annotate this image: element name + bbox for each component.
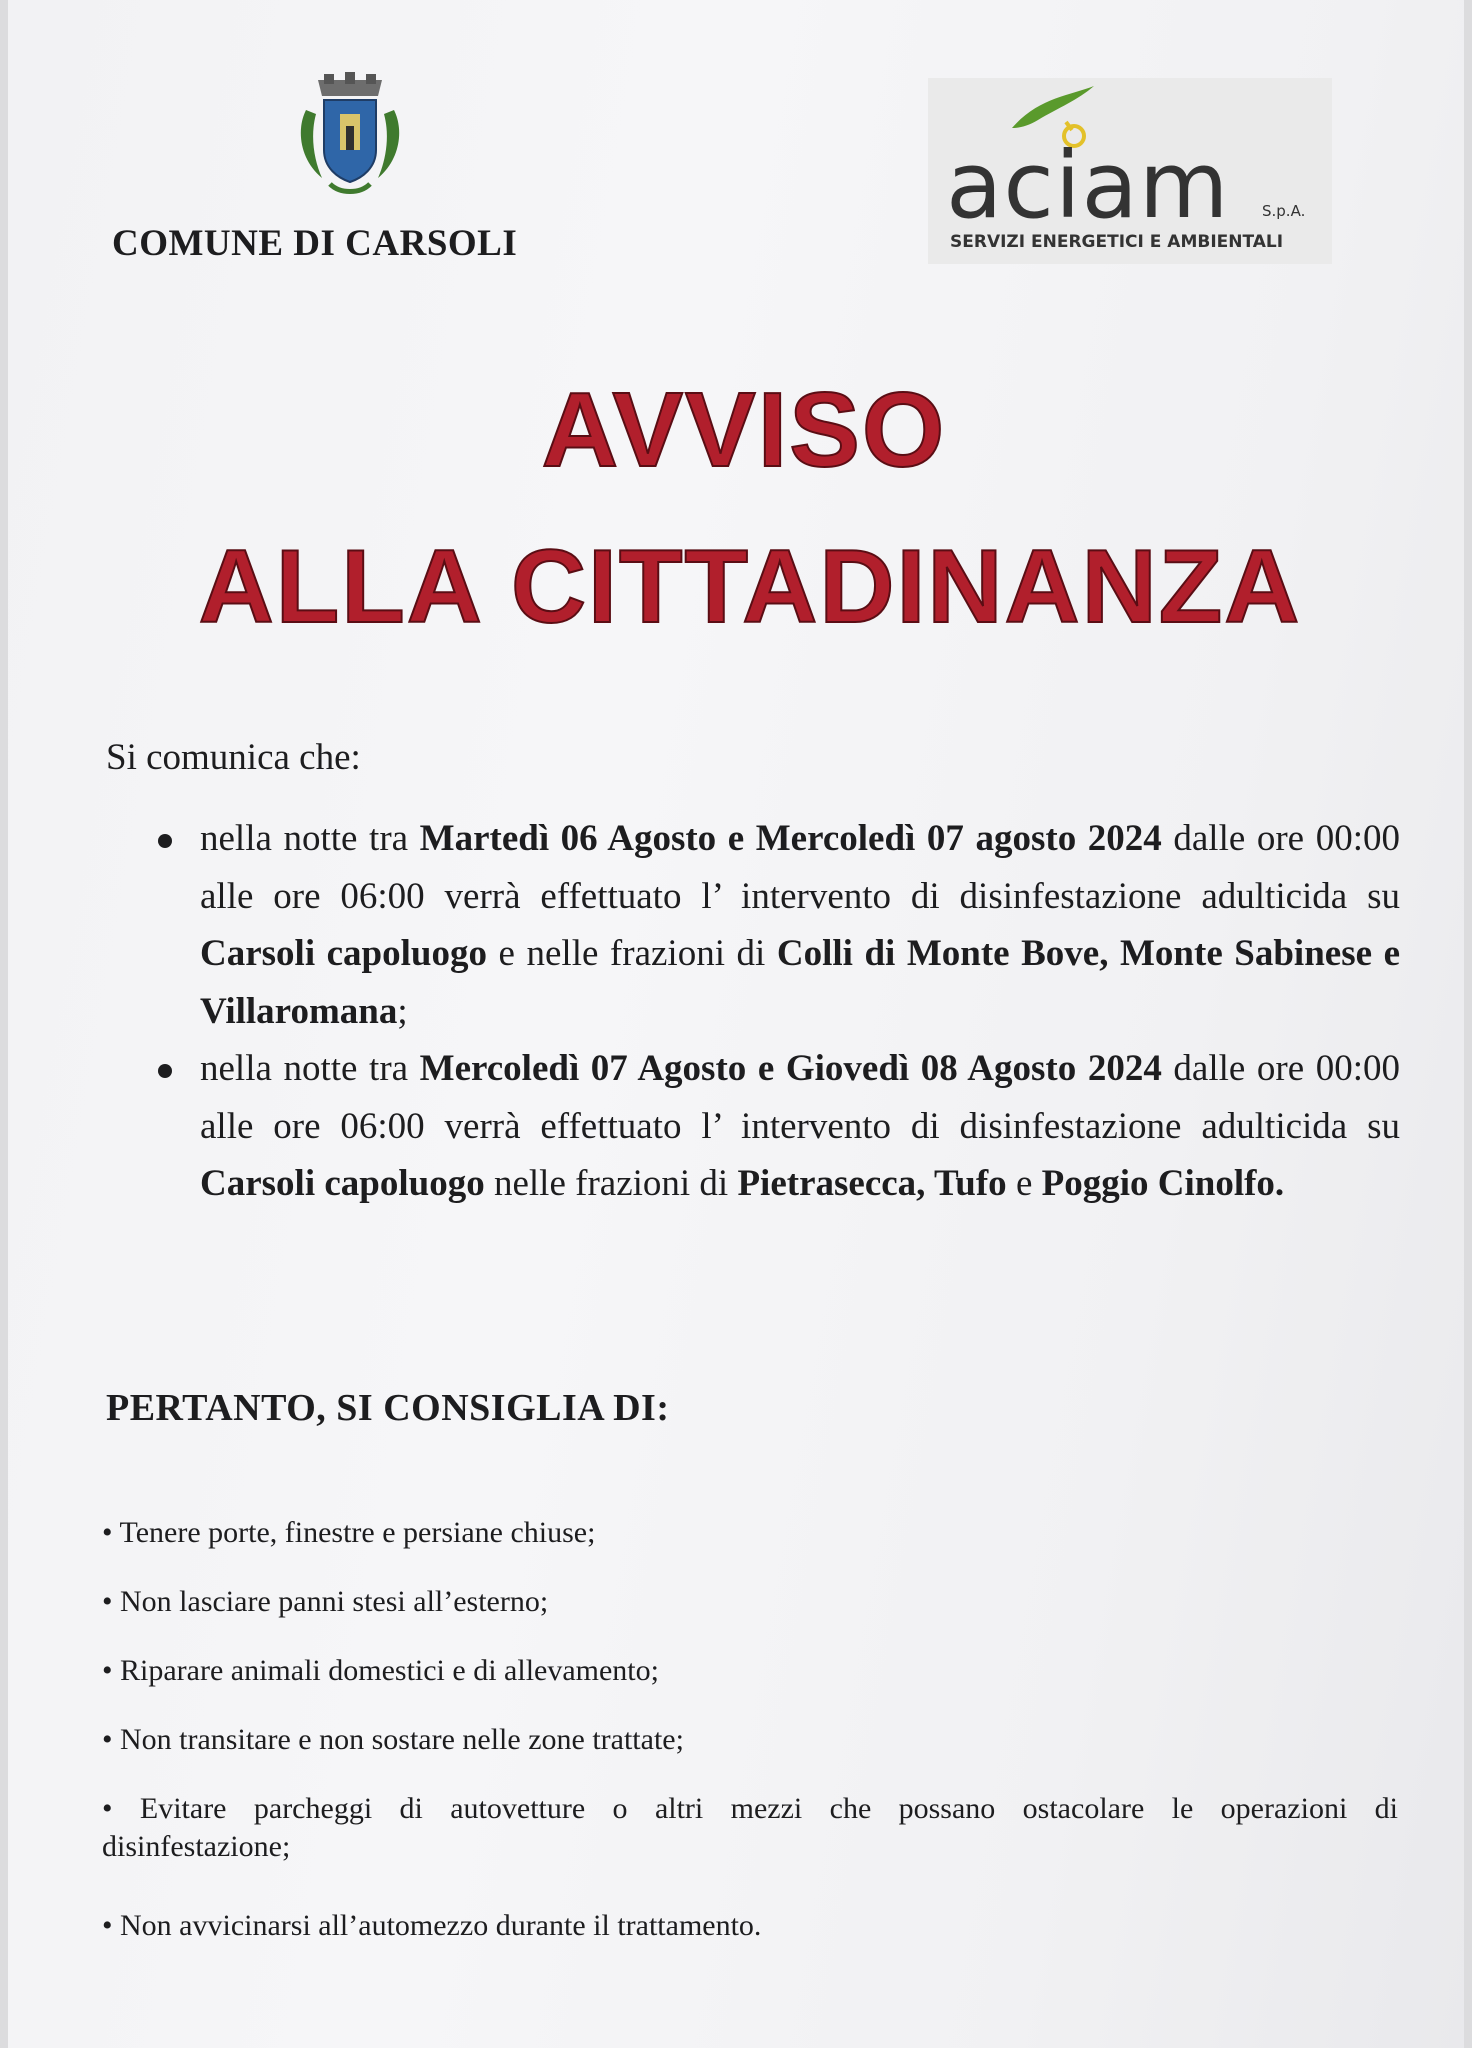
notice-item: nella notte tra Martedì 06 Agosto e Mercoledì 07 agosto 2024 dalle ore 00:00 alle ore 06:00 verrà effettuato l’ intervento di disinfestazione adulticida su Carsoli capoluogo e nelle frazioni di Colli di Monte Bove, Monte Sabinese e Villaromana;: [158, 810, 1400, 1040]
aciam-logo: [928, 78, 1332, 264]
advice-item: • Evitare parcheggi di autovetture o altri mezzi che possano ostacolare le operazioni di disinfestazione;: [102, 1792, 1398, 1863]
intro-text: Si comunica che:: [106, 737, 361, 778]
advice-item: • Non avvicinarsi all’automezzo durante il trattamento.: [102, 1909, 762, 1942]
advice-item: • Riparare animali domestici e di allevamento;: [102, 1654, 659, 1687]
advice-item: • Non transitare e non sostare nelle zone trattate;: [102, 1723, 684, 1756]
bullet-dot: [158, 1064, 172, 1078]
notice-sheet: [8, 0, 1464, 2048]
comune-name: COMUNE DI CARSOLI: [112, 223, 518, 264]
aciam-subtitle: SERVIZI ENERGETICI E AMBIENTALI: [950, 232, 1284, 252]
notice-item: nella notte tra Mercoledì 07 Agosto e Giovedì 08 Agosto 2024 dalle ore 00:00 alle ore 06:00 verrà effettuato l’ intervento di disinfestazione adulticida su Carsoli capoluogo nelle frazioni di Pietrasecca, Tufo e Poggio Cinolfo.: [158, 1040, 1400, 1213]
aciam-spa: S.p.A.: [1262, 202, 1306, 220]
advice-heading: PERTANTO, SI CONSIGLIA DI:: [106, 1387, 670, 1429]
aciam-wordmark: aciam: [946, 132, 1230, 239]
notice-list: [158, 810, 1400, 1213]
advice-item: • Tenere porte, finestre e persiane chiuse;: [102, 1516, 596, 1549]
title-alla-cittadinanza: ALLA CITTADINANZA: [198, 529, 1302, 645]
bullet-dot: [158, 834, 172, 848]
advice-item: • Non lasciare panni stesi all’esterno;: [102, 1585, 549, 1618]
carsoli-coat-of-arms-icon: [294, 70, 406, 200]
title-avviso: AVVISO: [541, 371, 947, 489]
